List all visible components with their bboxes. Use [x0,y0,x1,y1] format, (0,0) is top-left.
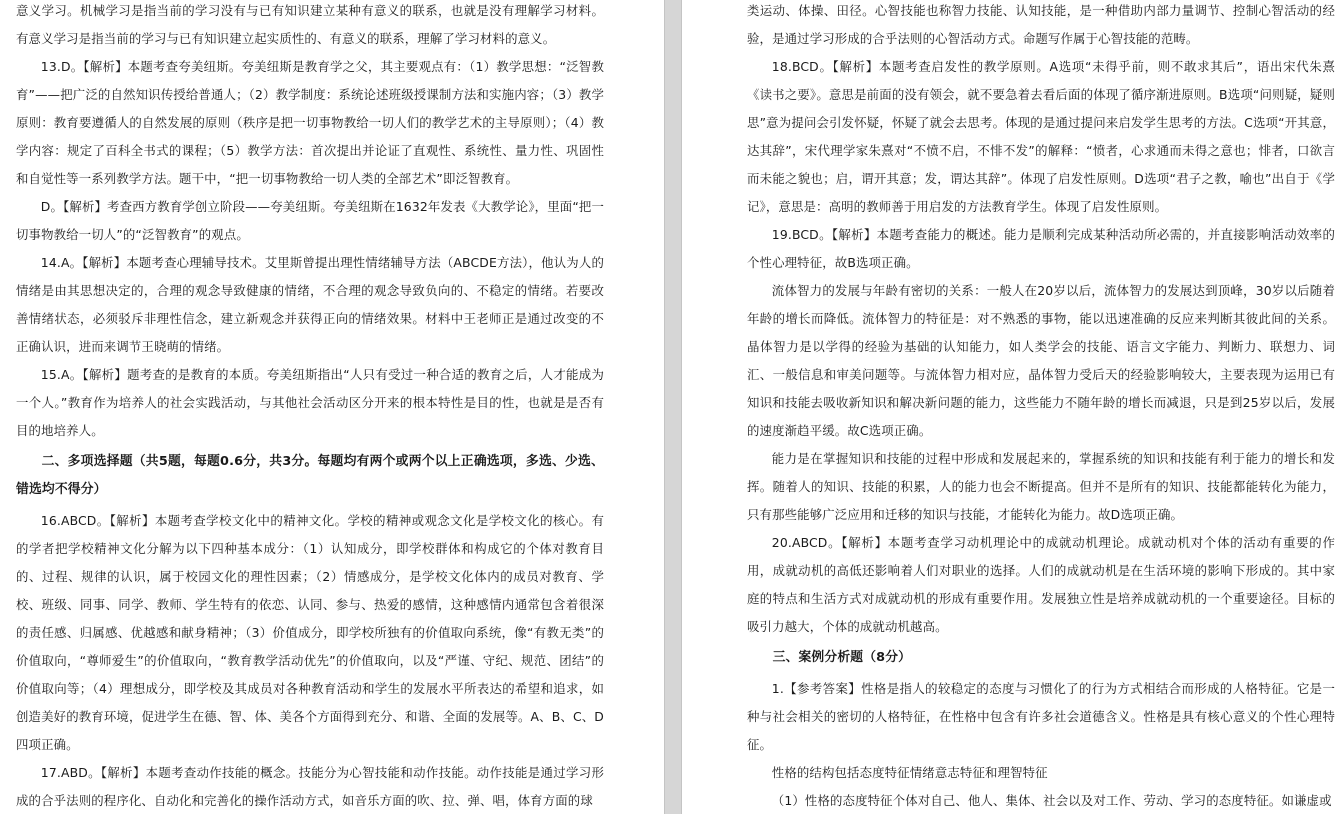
paragraph-q18: 18.BCD。【解析】本题考查启发性的教学原则。A选项“未得乎前，则不敢求其后”，语出宋代朱熹《读书之要》。意思是前面的没有领会，就不要急着去看后面的体现了循序渐进原则。B选项“问则疑，疑则思”意为提问会引发怀疑，怀疑了就会去思考。体现的是通过提问来启发学生思考的方法。C选项“开其意，达其辞”，宋代理学家朱熹对“不愤不启，不悱不发”的解释：“愤者，心求通而未得之意也；悱者，口欲言而未能之貌也；启，谓开其意；发，谓达其辞”。体现了启发性原则。D选项“君子之教，喻也”出自于《学记》，意思是：高明的教师善于用启发的方法教育学生。体现了启发性原则。 [747,59,1335,214]
page-text-column [747,0,1335,814]
paragraph-q13: 13.D。【解析】本题考查夸美纽斯。夸美纽斯是教育学之父，其主要观点有：（1）教学思想：“泛智教育”——把广泛的自然知识传授给普通人；（2）教学制度：系统论述班级授课制方法和实施内容；（3）教学原则：教育要遵循人的自然发展的原则（秩序是把一切事物教给一切人们的教学艺术的主导原则）；（4）教学内容：规定了百科全书式的课程；（5）教学方法：首次提出并论证了直观性、系统性、量力性、巩固性和自觉性等一系列教学方法。题干中，“把一切事物教给一切人类的全部艺术”即泛智教育。 [16,59,604,186]
paragraph-q19: 19.BCD。【解析】本题考查能力的概述。能力是顺利完成某种活动所必需的，并直接影响活动效率的个性心理特征，故B选项正确。 [747,227,1335,270]
paragraph-q15: 15.A。【解析】题考查的是教育的本质。夸美纽斯指出“人只有受过一种合适的教育之后，人才能成为一个人。”教育作为培养人的社会实践活动，与其他社会活动区分开来的根本特性是目的性，也就是是否有目的地培养人。 [16,367,604,438]
paragraph: 意义学习。机械学习是指当前的学习没有与已有知识建立某种有意义的联系，也就是没有理解学习材料。有意义学习是指当前的学习与已有知识建立起实质性的、有意义的联系，理解了学习材料的意义。 [16,3,604,46]
page-text-column [16,0,604,814]
paragraph-structure: 性格的结构包括态度特征情绪意志特征和理智特征 [771,765,1048,780]
section-heading-multiple-choice: 二、多项选择题（共5题，每题0.6分，共3分。每题均有两个或两个以上正确选项，多选、少选、错选均不得分） [16,454,604,497]
document-page-right [682,0,1341,814]
section-heading-case-analysis: 三、案例分析题（8分） [772,650,912,665]
paragraph-q13-extra: D。【解析】考查西方教育学创立阶段——夸美纽斯。夸美纽斯在1632年发表《大教学论》，里面“把一切事物教给一切人”的“泛智教育”的观点。 [16,199,604,242]
page-gutter [664,0,682,814]
paragraph-fluid-intelligence: 流体智力的发展与年龄有密切的关系：一般人在20岁以后，流体智力的发展达到顶峰，30岁以后随着年龄的增长而降低。流体智力的特征是：对不熟悉的事物，能以迅速准确的反应来判断其彼此间的关系。晶体智力是以学得的经验为基础的认知能力，如人类学会的技能、语言文字能力、判断力、联想力、词汇、一般信息和审美问题等。与流体智力相对应，晶体智力受后天的经验影响较大，主要表现为运用已有知识和技能去吸收新知识和解决新问题的能力，这些能力不随年龄的增长而减退，只是到25岁以后，发展的速度渐趋平缓。故C选项正确。 [747,283,1335,438]
paragraph: 类运动、体操、田径。心智技能也称智力技能、认知技能，是一种借助内部力量调节、控制心智活动的经验，是通过学习形成的合乎法则的心智活动方式。命题写作属于心智技能的范畴。 [747,3,1335,46]
document-page-left [0,0,664,814]
paragraph-ability: 能力是在掌握知识和技能的过程中形成和发展起来的，掌握系统的知识和技能有利于能力的增长和发挥。随着人的知识、技能的积累，人的能力也会不断提高。但并不是所有的知识、技能都能转化为能力，只有那些能够广泛应用和迁移的知识与技能，才能转化为能力。故D选项正确。 [747,451,1335,522]
paragraph-q20: 20.ABCD。【解析】本题考查学习动机理论中的成就动机理论。成就动机对个体的活动有重要的作用，成就动机的高低还影响着人们对职业的选择。人们的成就动机是在生活环境的影响下形成的。其中家庭的特点和生活方式对成就动机的形成有重要作用。发展独立性是培养成就动机的一个重要途径。目标的吸引力越大，个体的成就动机越高。 [747,535,1335,634]
paragraph-answer-1: 1.【参考答案】性格是指人的较稳定的态度与习惯化了的行为方式相结合而形成的人格特征。它是一种与社会相关的密切的人格特征，在性格中包含有许多社会道德含义。性格是具有核心意义的个性心理特征。 [747,681,1335,752]
paragraph-q17: 17.ABD。【解析】本题考查动作技能的概念。技能分为心智技能和动作技能。动作技能是通过学习形成的合乎法则的程序化、自动化和完善化的操作活动方式，如音乐方面的吹、拉、弹、唱，体育方面的球 [16,765,604,808]
paragraph-attitude-trait: （1）性格的态度特征个体对自己、他人、集体、社会以及对工作、劳动、学习的态度特征。如谦虚或 [771,793,1332,808]
paragraph-q16: 16.ABCD。【解析】本题考查学校文化中的精神文化。学校的精神或观念文化是学校文化的核心。有的学者把学校精神文化分解为以下四种基本成分：（1）认知成分，即学校群体和构成它的个体对教育目的、过程、规律的认识，属于校园文化的理性因素；（2）情感成分，是学校文化体内的成员对教育、学校、班级、同事、同学、教师、学生特有的依恋、认同、参与、热爱的感情，这种感情内通常包含着很深的责任感、归属感、优越感和献身精神；（3）价值成分，即学校所独有的价值取向系统，像“有教无类”的价值取向，“尊师爱生”的价值取向，“教育教学活动优先”的价值取向，以及“严谨、守纪、规范、团结”的价值取向等；（4）理想成分，即学校及其成员对各种教育活动和学生的发展水平所表达的希望和追求，如创造美好的教育环境，促进学生在德、智、体、美各个方面得到充分、和谐、全面的发展等。A、B、C、D四项正确。 [16,513,604,752]
paragraph-q14: 14.A。【解析】本题考查心理辅导技术。艾里斯曾提出理性情绪辅导方法（ABCDE方法），他认为人的情绪是由其思想决定的，合理的观念导致健康的情绪，不合理的观念导致负向的、不稳定的情绪。若要改善情绪状态，必须驳斥非理性信念，建立新观念并获得正向的情绪效果。材料中王老师正是通过改变的不正确认识，进而来调节王晓萌的情绪。 [16,255,604,354]
